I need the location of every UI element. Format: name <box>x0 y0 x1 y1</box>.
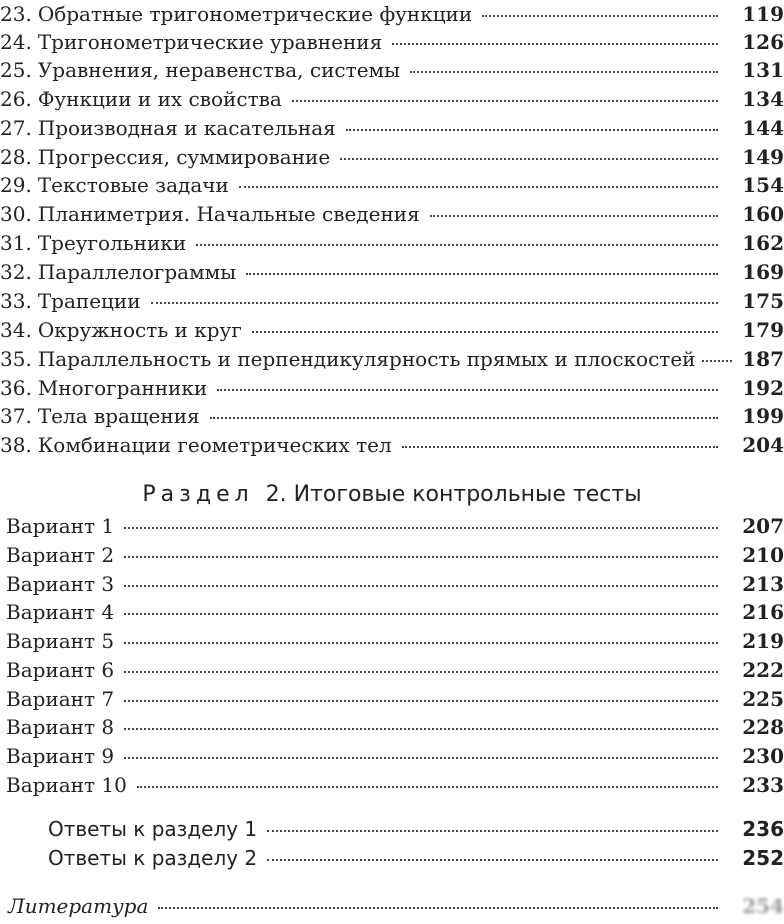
toc-entry[interactable] <box>0 143 784 171</box>
toc-entry[interactable] <box>0 85 784 113</box>
variant-title: Вариант 6 <box>6 658 115 682</box>
toc-entry-title: Функции и их свойства <box>37 87 282 111</box>
answers-page: 252 <box>742 846 784 870</box>
toc-entry-title: Уравнения, неравенства, системы <box>37 58 400 82</box>
toc-entry[interactable] <box>0 200 784 228</box>
toc-entry[interactable] <box>0 316 784 344</box>
toc-entry-number: 37. <box>0 404 32 428</box>
toc-entry-title: Тригонометрические уравнения <box>37 30 383 54</box>
dot-leader <box>267 829 718 832</box>
dot-leader <box>210 416 718 419</box>
dot-leader <box>124 727 718 730</box>
variant-title: Вариант 5 <box>6 629 115 653</box>
variant-page: 225 <box>742 687 784 711</box>
variant-title: Вариант 3 <box>6 572 115 596</box>
section-label: Раздел <box>142 482 254 507</box>
toc-entry-page: 169 <box>742 260 784 284</box>
variant-page: 207 <box>742 514 784 538</box>
toc-entry-number: 34. <box>0 318 32 342</box>
toc-entry-number: 27. <box>0 116 32 140</box>
dot-leader <box>124 641 718 644</box>
variant-title: Вариант 9 <box>6 744 115 768</box>
variant-page: 228 <box>742 715 784 739</box>
toc-entry-number: 32. <box>0 260 32 284</box>
toc-entry-number: 35. <box>0 347 32 371</box>
dot-leader <box>124 555 718 558</box>
toc-entry-title: Прогрессия, суммирование <box>37 145 331 169</box>
toc-entry-title: Параллелограммы <box>37 260 237 284</box>
variant-entry[interactable] <box>0 713 784 741</box>
dot-leader <box>340 157 718 160</box>
dot-leader <box>410 70 718 73</box>
answers-entry[interactable] <box>0 815 784 843</box>
toc-entry[interactable] <box>0 114 784 142</box>
toc-entry-page: 131 <box>742 58 784 82</box>
toc-entry-number: 24. <box>0 30 32 54</box>
dot-leader <box>402 445 718 448</box>
toc-entry-page: 199 <box>742 404 784 428</box>
toc-entry-title: Текстовые задачи <box>37 173 229 197</box>
variant-page: 216 <box>742 600 784 624</box>
dot-leader <box>392 42 718 45</box>
variant-page: 233 <box>742 773 784 797</box>
toc-entry-page: 175 <box>742 289 784 313</box>
toc-entry-page: 162 <box>742 231 784 255</box>
toc-entry-page: 187 <box>742 347 784 371</box>
literature-entry[interactable] <box>0 892 784 920</box>
variant-page: 230 <box>742 744 784 768</box>
section-title: 2. Итоговые контрольные тесты <box>265 482 642 507</box>
toc-entry-title: Параллельность и перпендикулярность прямых и плоскостей <box>37 347 696 371</box>
dot-leader <box>252 330 718 333</box>
toc-entry-number: 36. <box>0 376 32 400</box>
variant-entry[interactable] <box>0 512 784 540</box>
toc-entry[interactable] <box>0 431 784 459</box>
variant-entry[interactable] <box>0 656 784 684</box>
answers-title: Ответы к разделу 2 <box>48 846 258 870</box>
toc-entry[interactable] <box>0 287 784 315</box>
section-heading <box>0 480 784 510</box>
toc-entry-page: 126 <box>742 30 784 54</box>
dot-leader <box>124 699 718 702</box>
variant-title: Вариант 8 <box>6 715 115 739</box>
dot-leader <box>137 785 718 788</box>
toc-entry-title: Комбинации геометрических тел <box>37 433 392 457</box>
variant-entry[interactable] <box>0 685 784 713</box>
dot-leader <box>124 756 718 759</box>
variant-title: Вариант 4 <box>6 600 115 624</box>
toc-entry-page: 154 <box>742 173 784 197</box>
toc-entry-title: Тела вращения <box>37 404 200 428</box>
toc-entry[interactable] <box>0 229 784 257</box>
answers-entry[interactable] <box>0 844 784 872</box>
dot-leader <box>267 858 718 861</box>
dot-leader <box>158 906 718 909</box>
dot-leader <box>217 388 718 391</box>
variant-page: 213 <box>742 572 784 596</box>
toc-entry[interactable] <box>0 374 784 402</box>
dot-leader <box>151 301 718 304</box>
toc-entry-number: 26. <box>0 87 32 111</box>
variant-page: 210 <box>742 543 784 567</box>
toc-entry-page: 179 <box>742 318 784 342</box>
dot-leader <box>124 612 718 615</box>
toc-entry[interactable] <box>0 258 784 286</box>
toc-entry-number: 29. <box>0 173 32 197</box>
dot-leader <box>124 526 718 529</box>
dot-leader <box>124 670 718 673</box>
toc-entry-number: 28. <box>0 145 32 169</box>
toc-entry-title: Обратные тригонометрические функции <box>37 2 473 26</box>
toc-entry-title: Многогранники <box>37 376 208 400</box>
dot-leader <box>196 243 718 246</box>
toc-entry-number: 23. <box>0 2 32 26</box>
variant-entry[interactable] <box>0 627 784 655</box>
toc-entry-page: 192 <box>742 376 784 400</box>
dot-leader <box>239 185 718 188</box>
toc-entry-number: 25. <box>0 58 32 82</box>
toc-entry[interactable] <box>0 402 784 430</box>
dot-leader <box>292 99 718 102</box>
toc-entry-page: 134 <box>742 87 784 111</box>
dot-leader <box>702 359 733 362</box>
variant-page: 222 <box>742 658 784 682</box>
variant-page: 219 <box>742 629 784 653</box>
variant-title: Вариант 7 <box>6 687 115 711</box>
variant-entry[interactable] <box>0 541 784 569</box>
toc-entry[interactable] <box>0 28 784 56</box>
toc-entry-number: 30. <box>0 202 32 226</box>
variant-entry[interactable] <box>0 771 784 799</box>
variant-title: Вариант 10 <box>6 773 127 797</box>
toc-entry[interactable] <box>0 0 784 28</box>
toc-entry-page: 149 <box>742 145 784 169</box>
toc-entry-page: 119 <box>742 2 784 26</box>
toc-entry[interactable] <box>0 171 784 199</box>
toc-entry-number: 31. <box>0 231 32 255</box>
dot-leader <box>430 214 718 217</box>
toc-entry-title: Производная и касательная <box>37 116 336 140</box>
variant-entry[interactable] <box>0 742 784 770</box>
dot-leader <box>246 272 718 275</box>
toc-entry-page: 204 <box>742 433 784 457</box>
toc-entry-page: 160 <box>742 202 784 226</box>
dot-leader <box>124 584 718 587</box>
toc-entry[interactable] <box>0 345 784 373</box>
dot-leader <box>346 128 718 131</box>
variant-title: Вариант 1 <box>6 514 115 538</box>
toc-entry-number: 38. <box>0 433 32 457</box>
toc-entry-title: Трапеции <box>37 289 141 313</box>
answers-title: Ответы к разделу 1 <box>48 817 258 841</box>
variant-title: Вариант 2 <box>6 543 115 567</box>
answers-page: 236 <box>742 817 784 841</box>
dot-leader <box>482 14 718 17</box>
toc-entry-title: Треугольники <box>37 231 187 255</box>
toc-entry-title: Окружность и круг <box>37 318 242 342</box>
toc-entry[interactable] <box>0 56 784 84</box>
toc-entry-number: 33. <box>0 289 32 313</box>
literature-page: 254 <box>742 894 784 918</box>
toc-entry-title: Планиметрия. Начальные сведения <box>37 202 420 226</box>
variant-entry[interactable] <box>0 570 784 598</box>
literature-title: Литература <box>8 894 149 918</box>
toc-entry-page: 144 <box>742 116 784 140</box>
variant-entry[interactable] <box>0 598 784 626</box>
